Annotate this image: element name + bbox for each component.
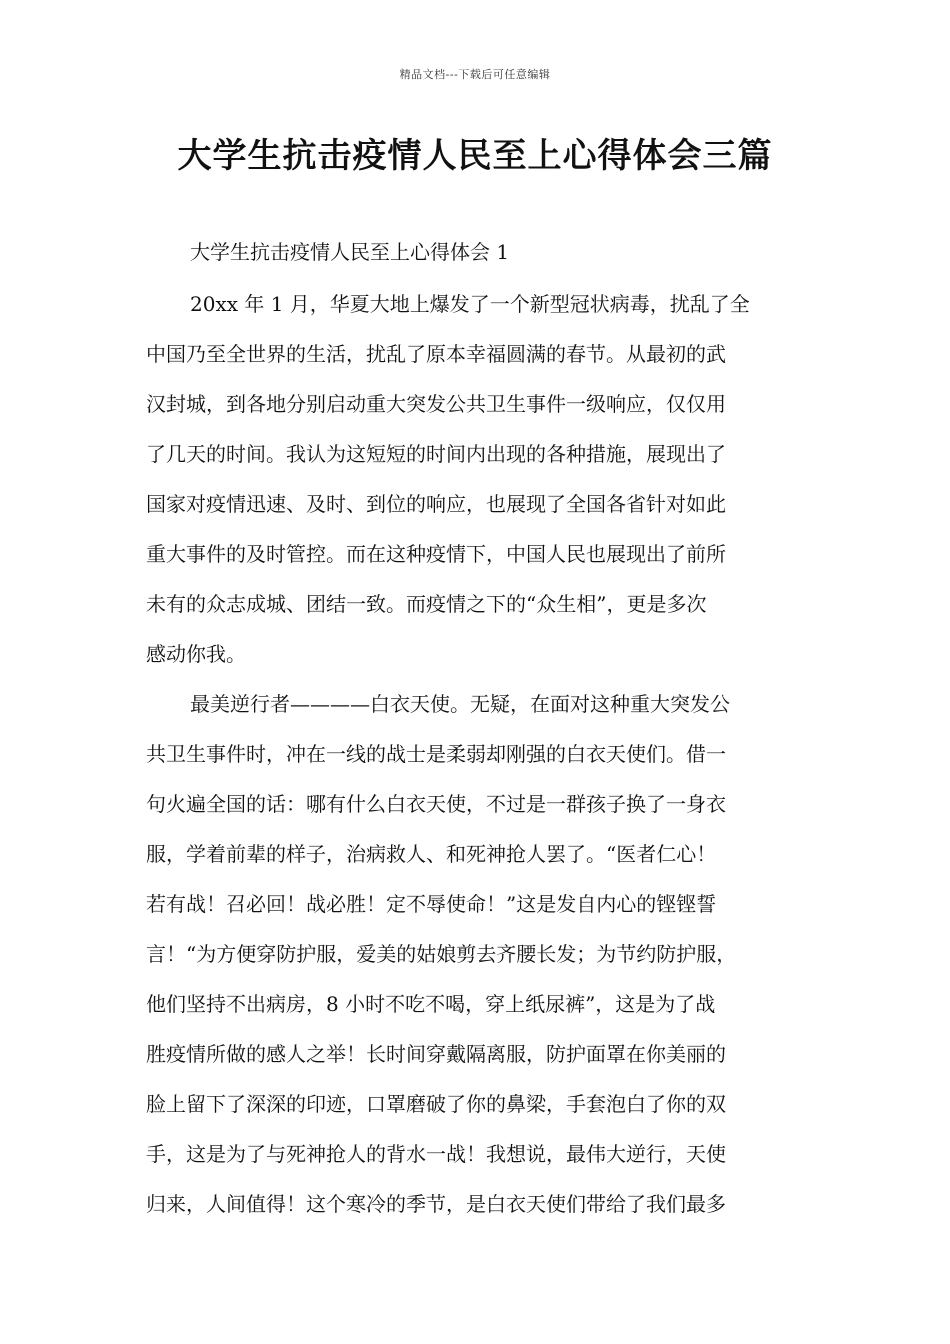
paragraph-line: 手，这是为了与死神抢人的背水一战！我想说，最伟大逆行，天使 [146,1142,726,1166]
paragraph-line: 句火遍全国的话：哪有什么白衣天使，不过是一群孩子换了一身衣 [146,792,726,816]
paragraph-line: 最美逆行者————白衣天使。无疑，在面对这种重大突发公 [190,692,730,716]
paragraph-line: 20xx 年 1 月，华夏大地上爆发了一个新型冠状病毒，扰乱了全 [190,292,750,316]
paragraph-line: 国家对疫情迅速、及时、到位的响应，也展现了全国各省针对如此 [146,492,726,516]
document-title: 大学生抗击疫情人民至上心得体会三篇 [177,136,773,176]
paragraph-line: 重大事件的及时管控。而在这种疫情下，中国人民也展现出了前所 [146,542,726,566]
paragraph-line: 归来，人间值得！这个寒冷的季节，是白衣天使们带给了我们最多 [146,1192,726,1216]
paragraph-line: 中国乃至全世界的生活，扰乱了原本幸福圆满的春节。从最初的武 [146,342,726,366]
paragraph-line: 汉封城，到各地分别启动重大突发公共卫生事件一级响应，仅仅用 [146,392,726,416]
paragraph-line: 了几天的时间。我认为这短短的时间内出现的各种措施，展现出了 [146,442,726,466]
paragraph-line: 共卫生事件时，冲在一线的战士是柔弱却刚强的白衣天使们。借一 [146,742,726,766]
paragraph-line: 脸上留下了深深的印迹，口罩磨破了你的鼻梁，手套泡白了你的双 [146,1092,726,1116]
paragraph-line: 感动你我。 [146,642,246,666]
paragraph-line: 他们坚持不出病房，8 小时不吃不喝，穿上纸尿裤”，这是为了战 [146,992,716,1016]
header-note: 精品文档---下载后可任意编辑 [399,68,551,81]
paragraph-2 [146,679,826,1229]
paragraph-line: 未有的众志成城、团结一致。而疫情之下的“众生相”，更是多次 [146,592,707,616]
paragraph-line: 服，学着前辈的样子，治病救人、和死神抢人罢了。“医者仁心！ [146,842,717,866]
paragraph-line: 言！“为方便穿防护服，爱美的姑娘剪去齐腰长发；为节约防护服， [146,942,737,966]
paragraph-1 [146,279,826,679]
paragraph-line: 若有战！召必回！战必胜！定不辱使命！”这是发自内心的铿铿誓 [146,892,717,916]
paragraph-line: 胜疫情所做的感人之举！长时间穿戴隔离服，防护面罩在你美丽的 [146,1042,726,1066]
section-title: 大学生抗击疫情人民至上心得体会 1 [190,240,510,264]
